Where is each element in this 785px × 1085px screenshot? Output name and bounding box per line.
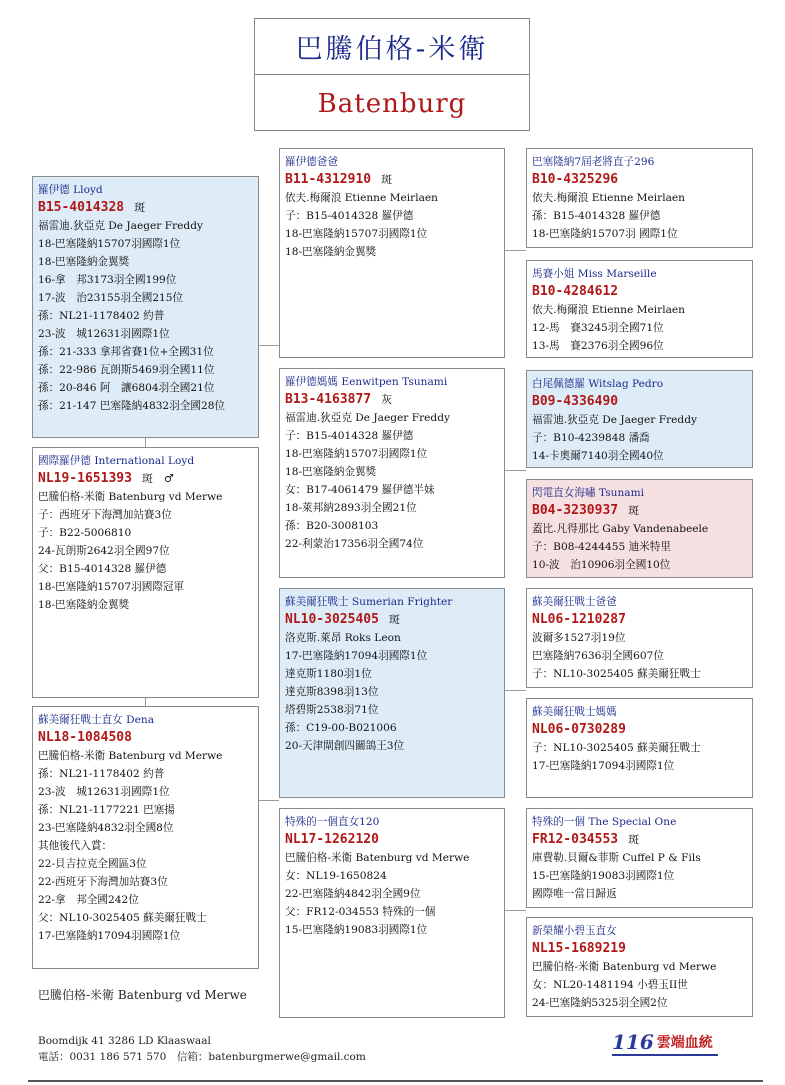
gen3-name: 巴塞隆納7屆老將直子296 [532, 156, 655, 168]
gen3-line: 子：B08-4244455 迪米特里 [532, 541, 671, 553]
sire-sire-card [279, 148, 505, 358]
dam-line: 其他後代入賞： [38, 840, 113, 852]
gen3-ring: B10-4325296 [532, 172, 619, 187]
sibling-line: 18-巴塞隆納金翼獎 [38, 599, 130, 611]
sire-sire-line: 18-巴塞隆納15707羽國際1位 [285, 228, 428, 240]
connector [259, 800, 279, 801]
gen3-card-4 [526, 479, 753, 578]
dam-sire-line: 洛克斯.萊昂 Roks Leon [285, 632, 401, 644]
sire-sire-line: 子：B15-4014328 羅伊德 [285, 210, 414, 222]
gen3-line: 巴騰伯格-米衛 Batenburg vd Merwe [532, 961, 717, 973]
sibling-ring: NL19-1651393 斑 ♂ [38, 471, 174, 486]
sire-sire-name: 羅伊德爸爸 [285, 156, 338, 168]
gen3-ring: B10-4284612 [532, 284, 619, 299]
subject-line: 18-巴塞隆納金翼獎 [38, 256, 130, 268]
sire-dam-line: 福雷迪.狄亞克 De Jaeger Freddy [285, 412, 450, 424]
connector [145, 698, 146, 706]
sire-sire-line: 18-巴塞隆納金翼獎 [285, 246, 377, 258]
title-chinese: 巴騰伯格-米衛 [255, 19, 529, 75]
sibling-card [32, 447, 259, 698]
dam-dam-line: 女：NL19-1650824 [285, 870, 387, 882]
subject-line: 孫：NL21-1178402 約普 [38, 310, 165, 322]
gen3-line: 17-巴塞隆納17094羽國際1位 [532, 760, 675, 772]
subject-ring: B15-4014328 斑 [38, 200, 146, 215]
gen3-name: 蘇美爾狂戰士爸爸 [532, 596, 617, 608]
sire-dam-name: 羅伊德媽媽 Eenwitpen Tsunami [285, 376, 448, 388]
gen3-line: 子：NL10-3025405 蘇美爾狂戰士 [532, 668, 701, 680]
dam-dam-ring: NL17-1262120 [285, 832, 379, 847]
gen3-line: 14-卡奧爾7140羽全國40位 [532, 450, 664, 462]
gen3-name: 蘇美爾狂戰士媽媽 [532, 706, 617, 718]
dam-dam-line: 15-巴塞隆納19083羽國際1位 [285, 924, 428, 936]
gen3-name: 馬賽小姐 Miss Marseille [532, 268, 657, 280]
sire-dam-line: 22-利蒙治17356羽全國74位 [285, 538, 424, 550]
sibling-line: 18-巴塞隆納15707羽國際冠軍 [38, 581, 185, 593]
gen3-ring: NL06-1210287 [532, 612, 626, 627]
gen3-line: 福雷迪.狄亞克 De Jaeger Freddy [532, 414, 697, 426]
dam-sire-line: 20-天津閘創四關鴿王3位 [285, 740, 405, 752]
dam-sire-line: 孫：C19-00-B021006 [285, 722, 397, 734]
gen3-line: 巴塞隆納7636羽全國607位 [532, 650, 664, 662]
gen3-card-3 [526, 370, 753, 468]
sire-dam-card [279, 368, 505, 578]
dam-dam-line: 巴騰伯格-米衛 Batenburg vd Merwe [285, 852, 470, 864]
gen3-ring: B09-4336490 [532, 394, 619, 409]
gen3-card-2 [526, 260, 753, 358]
sibling-line: 子：西班牙下海灣加站賽3位 [38, 509, 172, 521]
connector [259, 345, 279, 346]
logo-text: 雲端血統 [656, 1035, 713, 1051]
subject-line: 23-波 城12631羽國際1位 [38, 328, 170, 340]
dam-line: 孫：NL21-1177221 巴塞揚 [38, 804, 175, 816]
dam-dam-line: 22-巴塞隆納4842羽全國9位 [285, 888, 421, 900]
title-english: Batenburg [317, 88, 467, 119]
gen3-ring: FR12-034553 斑 [532, 832, 640, 847]
sibling-line: 24-瓦朗斯2642羽全國97位 [38, 545, 170, 557]
logo-number: 116 [612, 1030, 654, 1054]
dam-line: 22-拿 邦全國242位 [38, 894, 139, 906]
dam-dam-card [279, 808, 505, 1018]
subject-line: 福雷迪.狄亞克 De Jaeger Freddy [38, 220, 203, 232]
sibling-line: 子：B22-5006810 [38, 527, 132, 539]
dam-dam-name: 特殊的一個直女120 [285, 816, 380, 828]
title-box [254, 18, 530, 131]
connector [145, 438, 146, 447]
gen3-line: 依夫.梅爾浪 Etienne Meirlaen [532, 304, 685, 316]
subject-line: 17-波 治23155羽全國215位 [38, 292, 184, 304]
dam-dam-line: 父：FR12-034553 特殊的一個 [285, 906, 436, 918]
subject-line: 孫：20-846 阿 讓6804羽全國21位 [38, 382, 215, 394]
subject-line: 孫：22-986 瓦朗斯5469羽全國11位 [38, 364, 215, 376]
gen3-line: 12-馬 賽3245羽全國71位 [532, 322, 664, 334]
gen3-line: 24-巴塞隆納5325羽全國2位 [532, 997, 668, 1009]
dam-line: 父：NL10-3025405 蘇美爾狂戰士 [38, 912, 207, 924]
dam-ring: NL18-1084508 [38, 730, 132, 745]
sibling-name: 國際羅伊德 International Loyd [38, 455, 195, 467]
dam-line: 23-波 城12631羽國際1位 [38, 786, 170, 798]
gen3-name: 白尾佩德羅 Witslag Pedro [532, 378, 664, 390]
sibling-line: 巴騰伯格-米衛 Batenburg vd Merwe [38, 491, 223, 503]
sibling-line: 父：B15-4014328 羅伊德 [38, 563, 167, 575]
breeder-name: 巴騰伯格-米衛 Batenburg vd Merwe [38, 988, 247, 1002]
gen3-line: 孫：B15-4014328 羅伊德 [532, 210, 661, 222]
sire-dam-line: 孫：B20-3008103 [285, 520, 379, 532]
sire-sire-ring: B11-4312910 斑 [285, 172, 393, 187]
connector [505, 910, 526, 911]
logo-underline [612, 1054, 718, 1056]
subject-card [32, 176, 259, 438]
subject-line: 孫：21-147 巴塞隆納4832羽全國28位 [38, 400, 226, 412]
sire-dam-ring: B13-4163877 灰 [285, 392, 393, 407]
connector [505, 470, 526, 471]
gen3-ring: NL06-0730289 [532, 722, 626, 737]
dam-line: 22-貝吉拉克全國區3位 [38, 858, 147, 870]
breeder-phone-email: 電話：0031 186 571 570 信箱：batenburgmerwe@gmail.com [38, 1051, 366, 1063]
dam-sire-name: 蘇美爾狂戰士 Sumerian Frighter [285, 596, 453, 608]
breeder-address: Boomdijk 41 3286 LD Klaaswaal [38, 1035, 211, 1047]
sire-dam-line: 子：B15-4014328 羅伊德 [285, 430, 414, 442]
gen3-name: 特殊的一個 The Special One [532, 816, 677, 828]
gen3-line: 15-巴塞隆納19083羽國際1位 [532, 870, 675, 882]
dam-line: 17-巴塞隆納17094羽國際1位 [38, 930, 181, 942]
gen3-line: 依夫.梅爾浪 Etienne Meirlaen [532, 192, 685, 204]
gen3-line: 13-馬 賽2376羽全國96位 [532, 340, 664, 352]
sire-sire-line: 依夫.梅爾浪 Etienne Meirlaen [285, 192, 438, 204]
dam-card [32, 706, 259, 969]
dam-line: 孫：NL21-1178402 約普 [38, 768, 165, 780]
subject-line: 孫：21-333 拿邦省賽1位+全國31位 [38, 346, 214, 358]
logo [612, 1030, 713, 1054]
gen3-card-8 [526, 917, 753, 1017]
gen3-line: 庫費勒.貝爾&菲斯 Cuffel P & Fils [532, 852, 701, 864]
gen3-ring: B04-3230937 斑 [532, 503, 640, 518]
sire-dam-line: 18-萊邦納2893羽全國21位 [285, 502, 417, 514]
gen3-line: 國際唯一當日歸返 [532, 888, 617, 900]
gen3-card-1 [526, 148, 753, 248]
gen3-line: 女：NL20-1481194 小碧玉II世 [532, 979, 688, 991]
dam-sire-card [279, 588, 505, 798]
gen3-name: 閃電直女海嘯 Tsunami [532, 487, 645, 499]
connector [505, 250, 526, 251]
subject-name: 羅伊德 Lloyd [38, 184, 103, 196]
dam-line: 巴騰伯格-米衛 Batenburg vd Merwe [38, 750, 223, 762]
gen3-card-6 [526, 698, 753, 798]
gen3-card-5 [526, 588, 753, 688]
dam-sire-ring: NL10-3025405 斑 [285, 612, 400, 627]
gen3-line: 18-巴塞隆納15707羽 國際1位 [532, 228, 678, 240]
gen3-line: 蓋比.凡得那比 Gaby Vandenabeele [532, 523, 709, 535]
dam-sire-line: 塔碧斯2538羽71位 [285, 704, 379, 716]
subject-line: 16-拿 邦3173羽全國199位 [38, 274, 177, 286]
gen3-card-7 [526, 808, 753, 908]
gen3-ring: NL15-1689219 [532, 941, 626, 956]
dam-sire-line: 17-巴塞隆納17094羽國際1位 [285, 650, 428, 662]
dam-sire-line: 達克斯1180羽1位 [285, 668, 372, 680]
dam-line: 22-西班牙下海灣加站賽3位 [38, 876, 168, 888]
dam-line: 23-巴塞隆納4832羽全國8位 [38, 822, 174, 834]
gen3-line: 子：B10-4239848 潘喬 [532, 432, 650, 444]
sire-dam-line: 18-巴塞隆納15707羽國際1位 [285, 448, 428, 460]
breeder-contact [38, 1033, 366, 1065]
sire-dam-line: 女：B17-4061479 羅伊德半妹 [285, 484, 435, 496]
subject-line: 18-巴塞隆納15707羽國際1位 [38, 238, 181, 250]
gen3-line: 子：NL10-3025405 蘇美爾狂戰士 [532, 742, 701, 754]
dam-name: 蘇美爾狂戰士直女 Dena [38, 714, 155, 726]
gen3-line: 10-波 治10906羽全國10位 [532, 559, 671, 571]
gen3-name: 新榮耀小碧玉直女 [532, 925, 617, 937]
dam-sire-line: 達克斯8398羽13位 [285, 686, 379, 698]
gen3-line: 波爾多1527羽19位 [532, 632, 626, 644]
bottom-divider [28, 1080, 763, 1082]
sire-dam-line: 18-巴塞隆納金翼獎 [285, 466, 377, 478]
connector [505, 690, 526, 691]
